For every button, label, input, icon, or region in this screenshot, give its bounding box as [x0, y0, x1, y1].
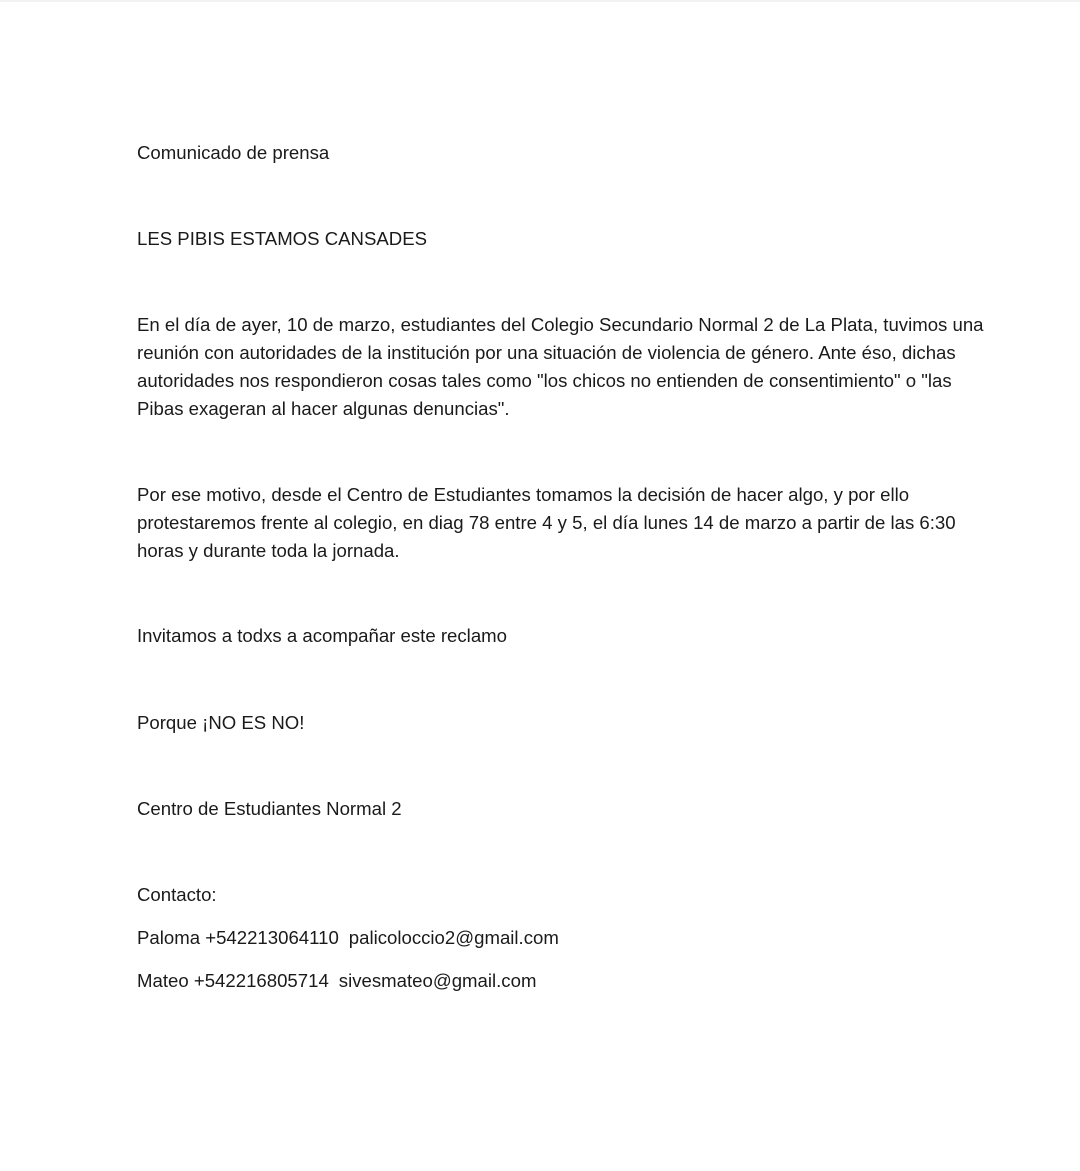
paragraph-protest: Por ese motivo, desde el Centro de Estudiantes tomamos la decisión de hacer algo, y por ello protestaremos frente al colegio, en diag 78 entre 4 y 5, el día lunes 14 de marzo a partir de las 6:30 horas y durante toda la jornada.	[137, 484, 956, 561]
contact-name-phone: Paloma +542213064110	[137, 927, 339, 948]
slogan-text: Porque ¡NO ES NO!	[137, 712, 305, 733]
contact-line-paloma	[137, 924, 997, 952]
paragraph-meeting: En el día de ayer, 10 de marzo, estudiantes del Colegio Secundario Normal 2 de La Plata, tuvimos una reunión con autoridades de la institución por una situación de violencia de género. Ante éso, dichas autoridades nos respondieron cosas tales como "los chicos no entienden de consentimiento" o "las Pibas exageran al hacer algunas denuncias".	[137, 314, 984, 419]
contact-name-phone: Mateo +542216805714	[137, 970, 329, 991]
invitation-text: Invitamos a todxs a acompañar este reclamo	[137, 625, 507, 646]
contact-email: sivesmateo@gmail.com	[338, 970, 537, 991]
document-heading: LES PIBIS ESTAMOS CANSADES	[137, 228, 428, 249]
contact-email: palicoloccio2@gmail.com	[348, 927, 559, 948]
page-top-edge	[0, 0, 1080, 2]
contact-line-mateo	[137, 967, 997, 995]
signature: Centro de Estudiantes Normal 2	[137, 798, 402, 819]
document-title: Comunicado de prensa	[137, 142, 330, 163]
contact-label: Contacto:	[137, 884, 217, 905]
